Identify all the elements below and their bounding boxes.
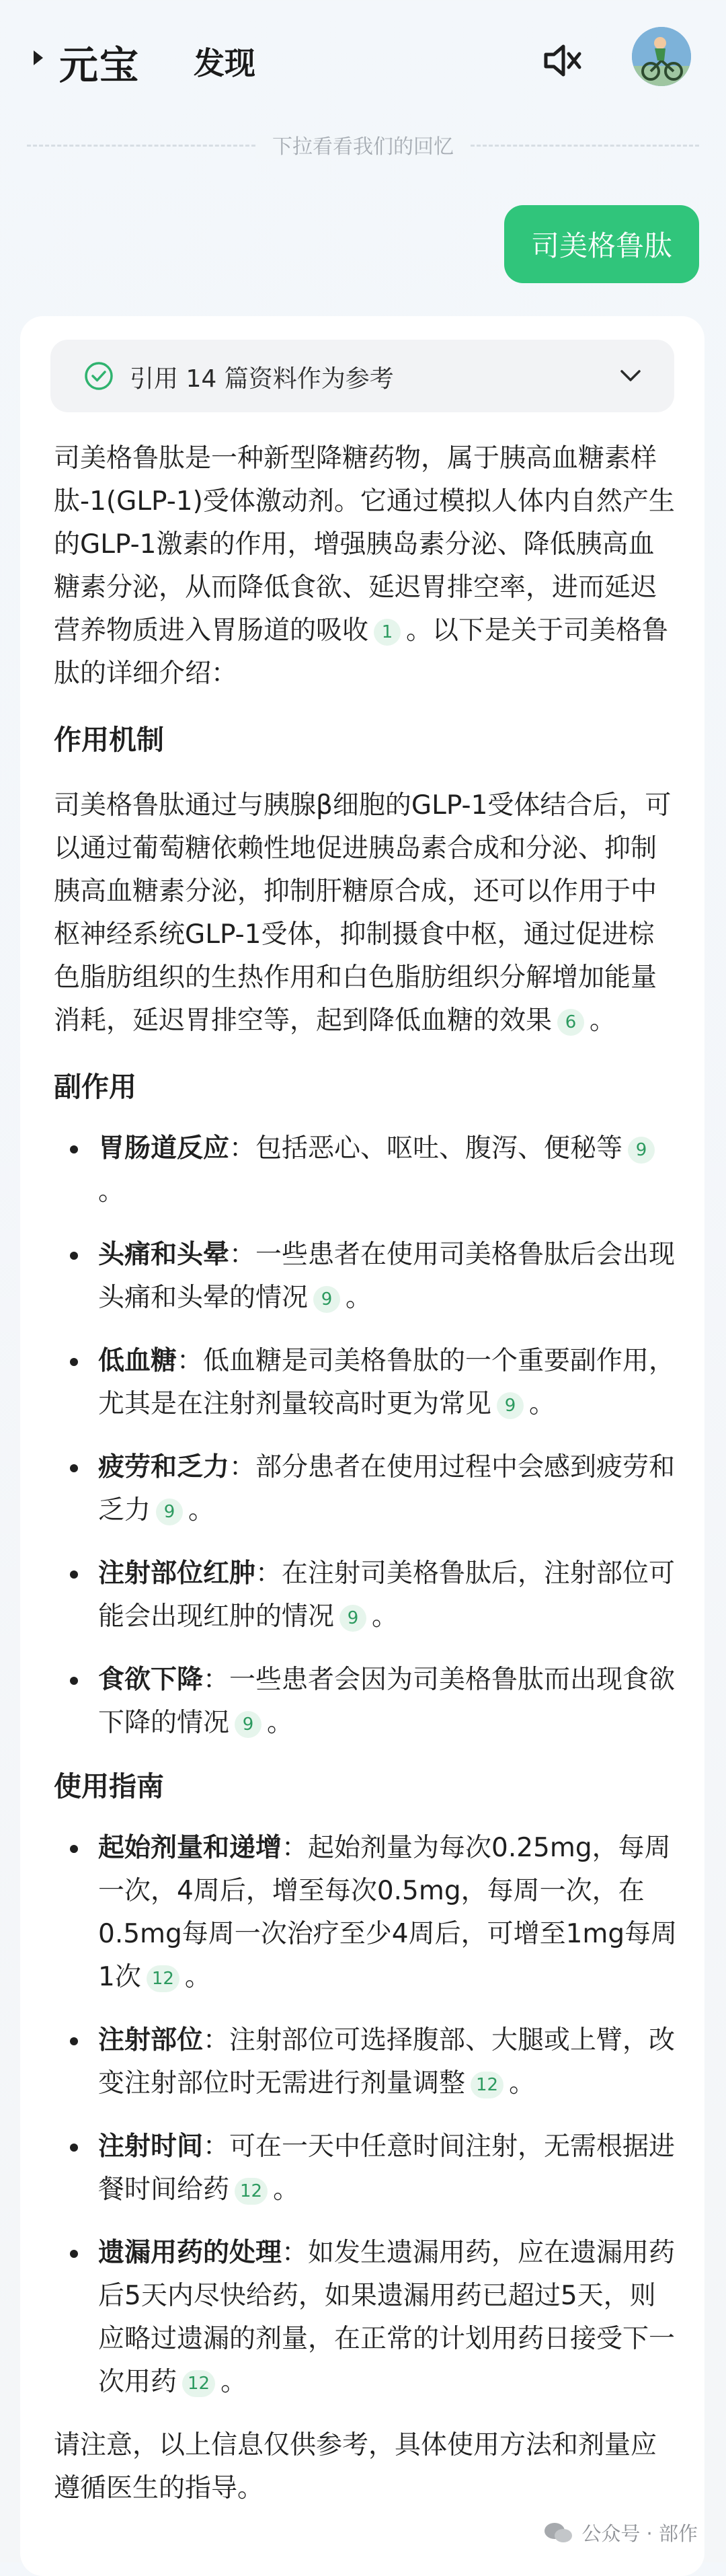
user-message-bubble[interactable]: 司美格鲁肽 [504, 205, 699, 283]
watermark: 公众号 · 部作 [542, 2519, 698, 2546]
intro-paragraph: 司美格鲁肽是一种新型降糖药物，属于胰高血糖素样肽-1(GLP-1)受体激动剂。它通过模拟人体内自然产生的GLP-1激素的作用，增强胰岛素分泌、降低胰高血糖素分泌，从而降低食欲、延迟胃排空率，进而延迟营养物质进入胃肠道的吸收 1 。以下是关于司美格鲁肽的详细介绍： [54, 443, 675, 689]
mute-icon[interactable] [538, 37, 585, 84]
list-item [54, 1659, 679, 1745]
citation-badge[interactable]: 12 [235, 2178, 268, 2205]
list-item-desc: ：一些患者会因为司美格鲁肽而出现食欲下降的情况 [98, 1665, 676, 1738]
list-item [54, 2019, 679, 2105]
list-item [54, 2125, 679, 2211]
list-item-term: 头痛和头晕 [98, 1240, 230, 1270]
citation-badge[interactable]: 9 [156, 1499, 183, 1525]
list-item-term: 低血糖 [98, 1346, 177, 1376]
citation-badge[interactable]: 9 [339, 1605, 366, 1632]
list-item [54, 1127, 679, 1213]
list-item-term: 遗漏用药的处理 [98, 2238, 282, 2268]
chevron-right-icon[interactable] [34, 50, 43, 65]
section-heading: 作用机制 [54, 724, 164, 756]
list-item-term: 注射部位红肿 [98, 1558, 256, 1589]
citation-badge[interactable]: 12 [182, 2370, 215, 2397]
list-item-term: 疲劳和乏力 [98, 1452, 230, 1482]
tab-discover[interactable]: 发现 [194, 45, 255, 81]
list-item-term: 起始剂量和递增 [98, 1833, 282, 1863]
citation-badge[interactable]: 12 [147, 1965, 179, 1992]
side-effects-list [54, 1127, 679, 1745]
list-item [54, 1827, 679, 1999]
list-item-desc: ：在注射司美格鲁肽后，注射部位可能会出现红肿的情况 [98, 1558, 676, 1632]
reference-bar[interactable] [50, 340, 674, 412]
citation-badge[interactable]: 9 [497, 1392, 524, 1419]
top-header [0, 0, 726, 121]
citation-badge[interactable]: 6 [557, 1009, 584, 1036]
list-item-desc: ：部分患者在使用过程中会感到疲劳和乏力 [98, 1452, 676, 1525]
citation-badge[interactable]: 1 [374, 619, 401, 646]
list-item-end: 。 [220, 2367, 247, 2397]
check-circle-icon [84, 361, 114, 391]
usage-guide-list [54, 1827, 679, 2404]
list-item [54, 1552, 679, 1638]
app-title[interactable]: 元宝 [59, 42, 140, 88]
mechanism-paragraph: 司美格鲁肽通过与胰腺β细胞的GLP-1受体结合后，可以通过葡萄糖依赖性地促进胰岛素合成和分泌、抑制胰高血糖素分泌，抑制肝糖原合成，还可以作用于中枢神经系统GLP-1受体，抑制摄食中枢，通过促进棕色脂肪组织的生热作用和白色脂肪组织分解增加能量消耗，延迟胃排空等，起到降低血糖的效果 6 。 [54, 790, 672, 1036]
list-item-desc: ：注射部位可选择腹部、大腿或上臂，改变注射部位时无需进行剂量调整 [98, 2025, 676, 2098]
avatar[interactable] [632, 27, 691, 86]
pull-down-hint: 下拉看看我们的回忆 [0, 130, 726, 159]
list-item-term: 注射时间 [98, 2131, 204, 2162]
list-item-term: 食欲下降 [98, 1665, 204, 1695]
citation-badge[interactable]: 9 [628, 1137, 655, 1164]
list-item-end: 。 [529, 1389, 556, 1419]
answer-card [20, 316, 704, 2576]
section-heading: 使用指南 [54, 1770, 164, 1803]
citation-badge[interactable]: 9 [313, 1286, 340, 1313]
list-item [54, 2232, 679, 2404]
list-item-term: 胃肠道反应 [98, 1133, 230, 1164]
list-item-end: 。 [184, 1962, 211, 1992]
list-item-end: 。 [509, 2068, 536, 2098]
citation-badge[interactable]: 12 [471, 2072, 503, 2098]
section-heading: 副作用 [54, 1071, 136, 1103]
list-item [54, 1446, 679, 1532]
answer-content [54, 437, 679, 2510]
list-item-desc: ：一些患者在使用司美格鲁肽后会出现头痛和头晕的情况 [98, 1240, 676, 1313]
list-item-end: 。 [372, 1601, 399, 1632]
list-item-desc: ：包括恶心、呕吐、腹泻、便秘等 [229, 1133, 623, 1164]
list-item-term: 注射部位 [98, 2025, 204, 2055]
list-item [54, 1234, 679, 1320]
list-item-desc: ：起始剂量为每次0.25mg，每周一次，4周后，增至每次0.5mg，每周一次，在0.5mg每周一次治疗至少4周后，可增至1mg每周1次 [98, 1833, 678, 1992]
list-item-desc: ：可在一天中任意时间注射，无需根据进餐时间给药 [98, 2131, 676, 2205]
list-item-end: 。 [188, 1495, 215, 1525]
wechat-icon [542, 2522, 573, 2544]
list-item-end: 。 [267, 1708, 294, 1738]
list-item-desc: ：如发生遗漏用药，应在遗漏用药后5天内尽快给药，如果遗漏用药已超过5天，则应略过遗漏的剂量，在正常的计划用药日接受下一次用药 [98, 2238, 676, 2397]
list-item-end: 。 [346, 1283, 372, 1313]
list-item [54, 1340, 679, 1426]
list-item-desc: ：低血糖是司美格鲁肽的一个重要副作用，尤其是在注射剂量较高时更为常见 [98, 1346, 676, 1419]
list-item-end: 。 [273, 2174, 300, 2205]
citation-badge[interactable]: 9 [235, 1711, 261, 1738]
reference-count-label: 引用 14 篇资料作为参考 [130, 365, 394, 393]
list-item-end: 。 [98, 1176, 125, 1207]
chevron-down-icon[interactable] [619, 365, 642, 385]
disclaimer-paragraph: 请注意，以上信息仅供参考，具体使用方法和剂量应遵循医生的指导。 [54, 2430, 657, 2503]
